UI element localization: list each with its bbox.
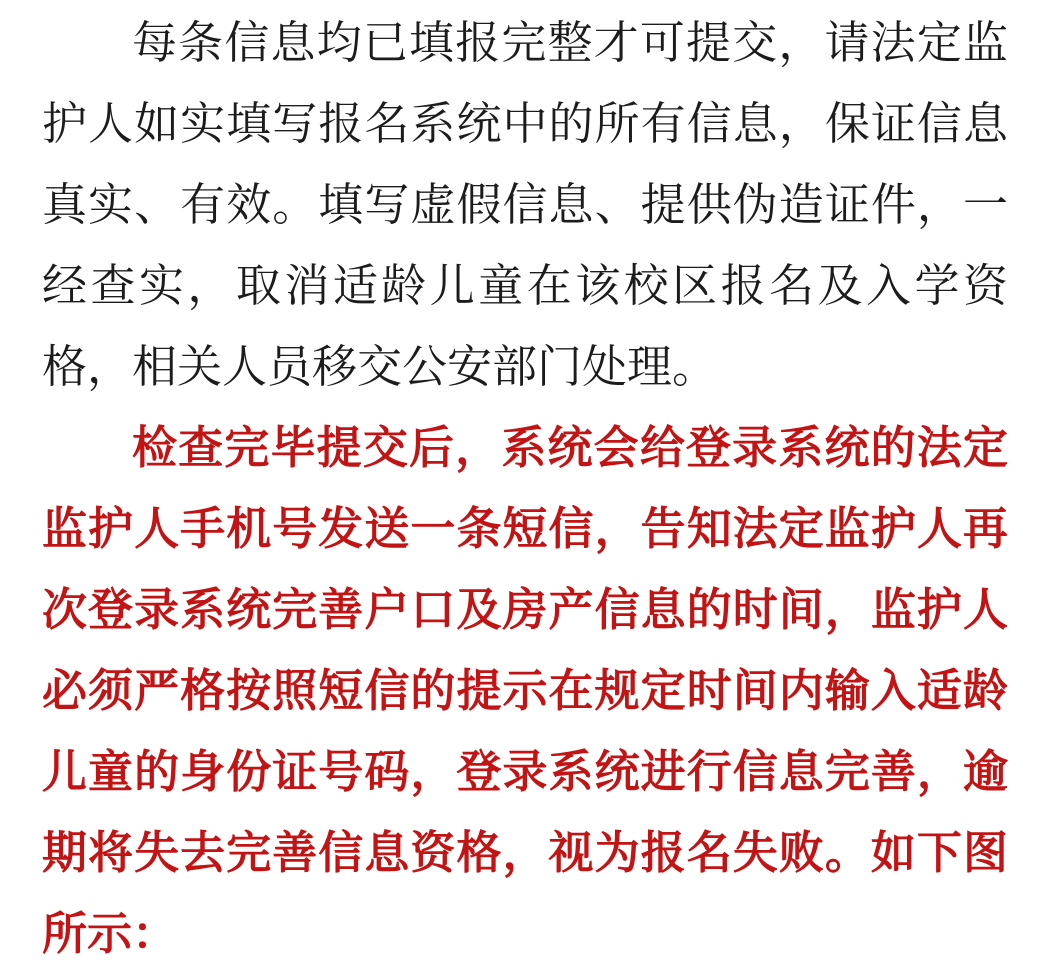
notice-paragraph-instructions: 每条信息均已填报完整才可提交，请法定监护人如实填写报名系统中的所有信息，保证信息真实、有效。填写虚假信息、提供伪造证件，一经查实，取消适龄儿童在该校区报名及入学资格，相关人员移交公安部门处理。 <box>42 17 1008 392</box>
notice-paragraph-warning-red: 检查完毕提交后，系统会给登录系统的法定监护人手机号发送一条短信，告知法定监护人再次登录系统完善户口及房产信息的时间，监护人必须严格按照短信的提示在规定时间内输入适龄儿童的身份证号码，登录系统进行信息完善，逾期将失去完善信息资格，视为报名失败。如下图所示： <box>42 422 1008 959</box>
